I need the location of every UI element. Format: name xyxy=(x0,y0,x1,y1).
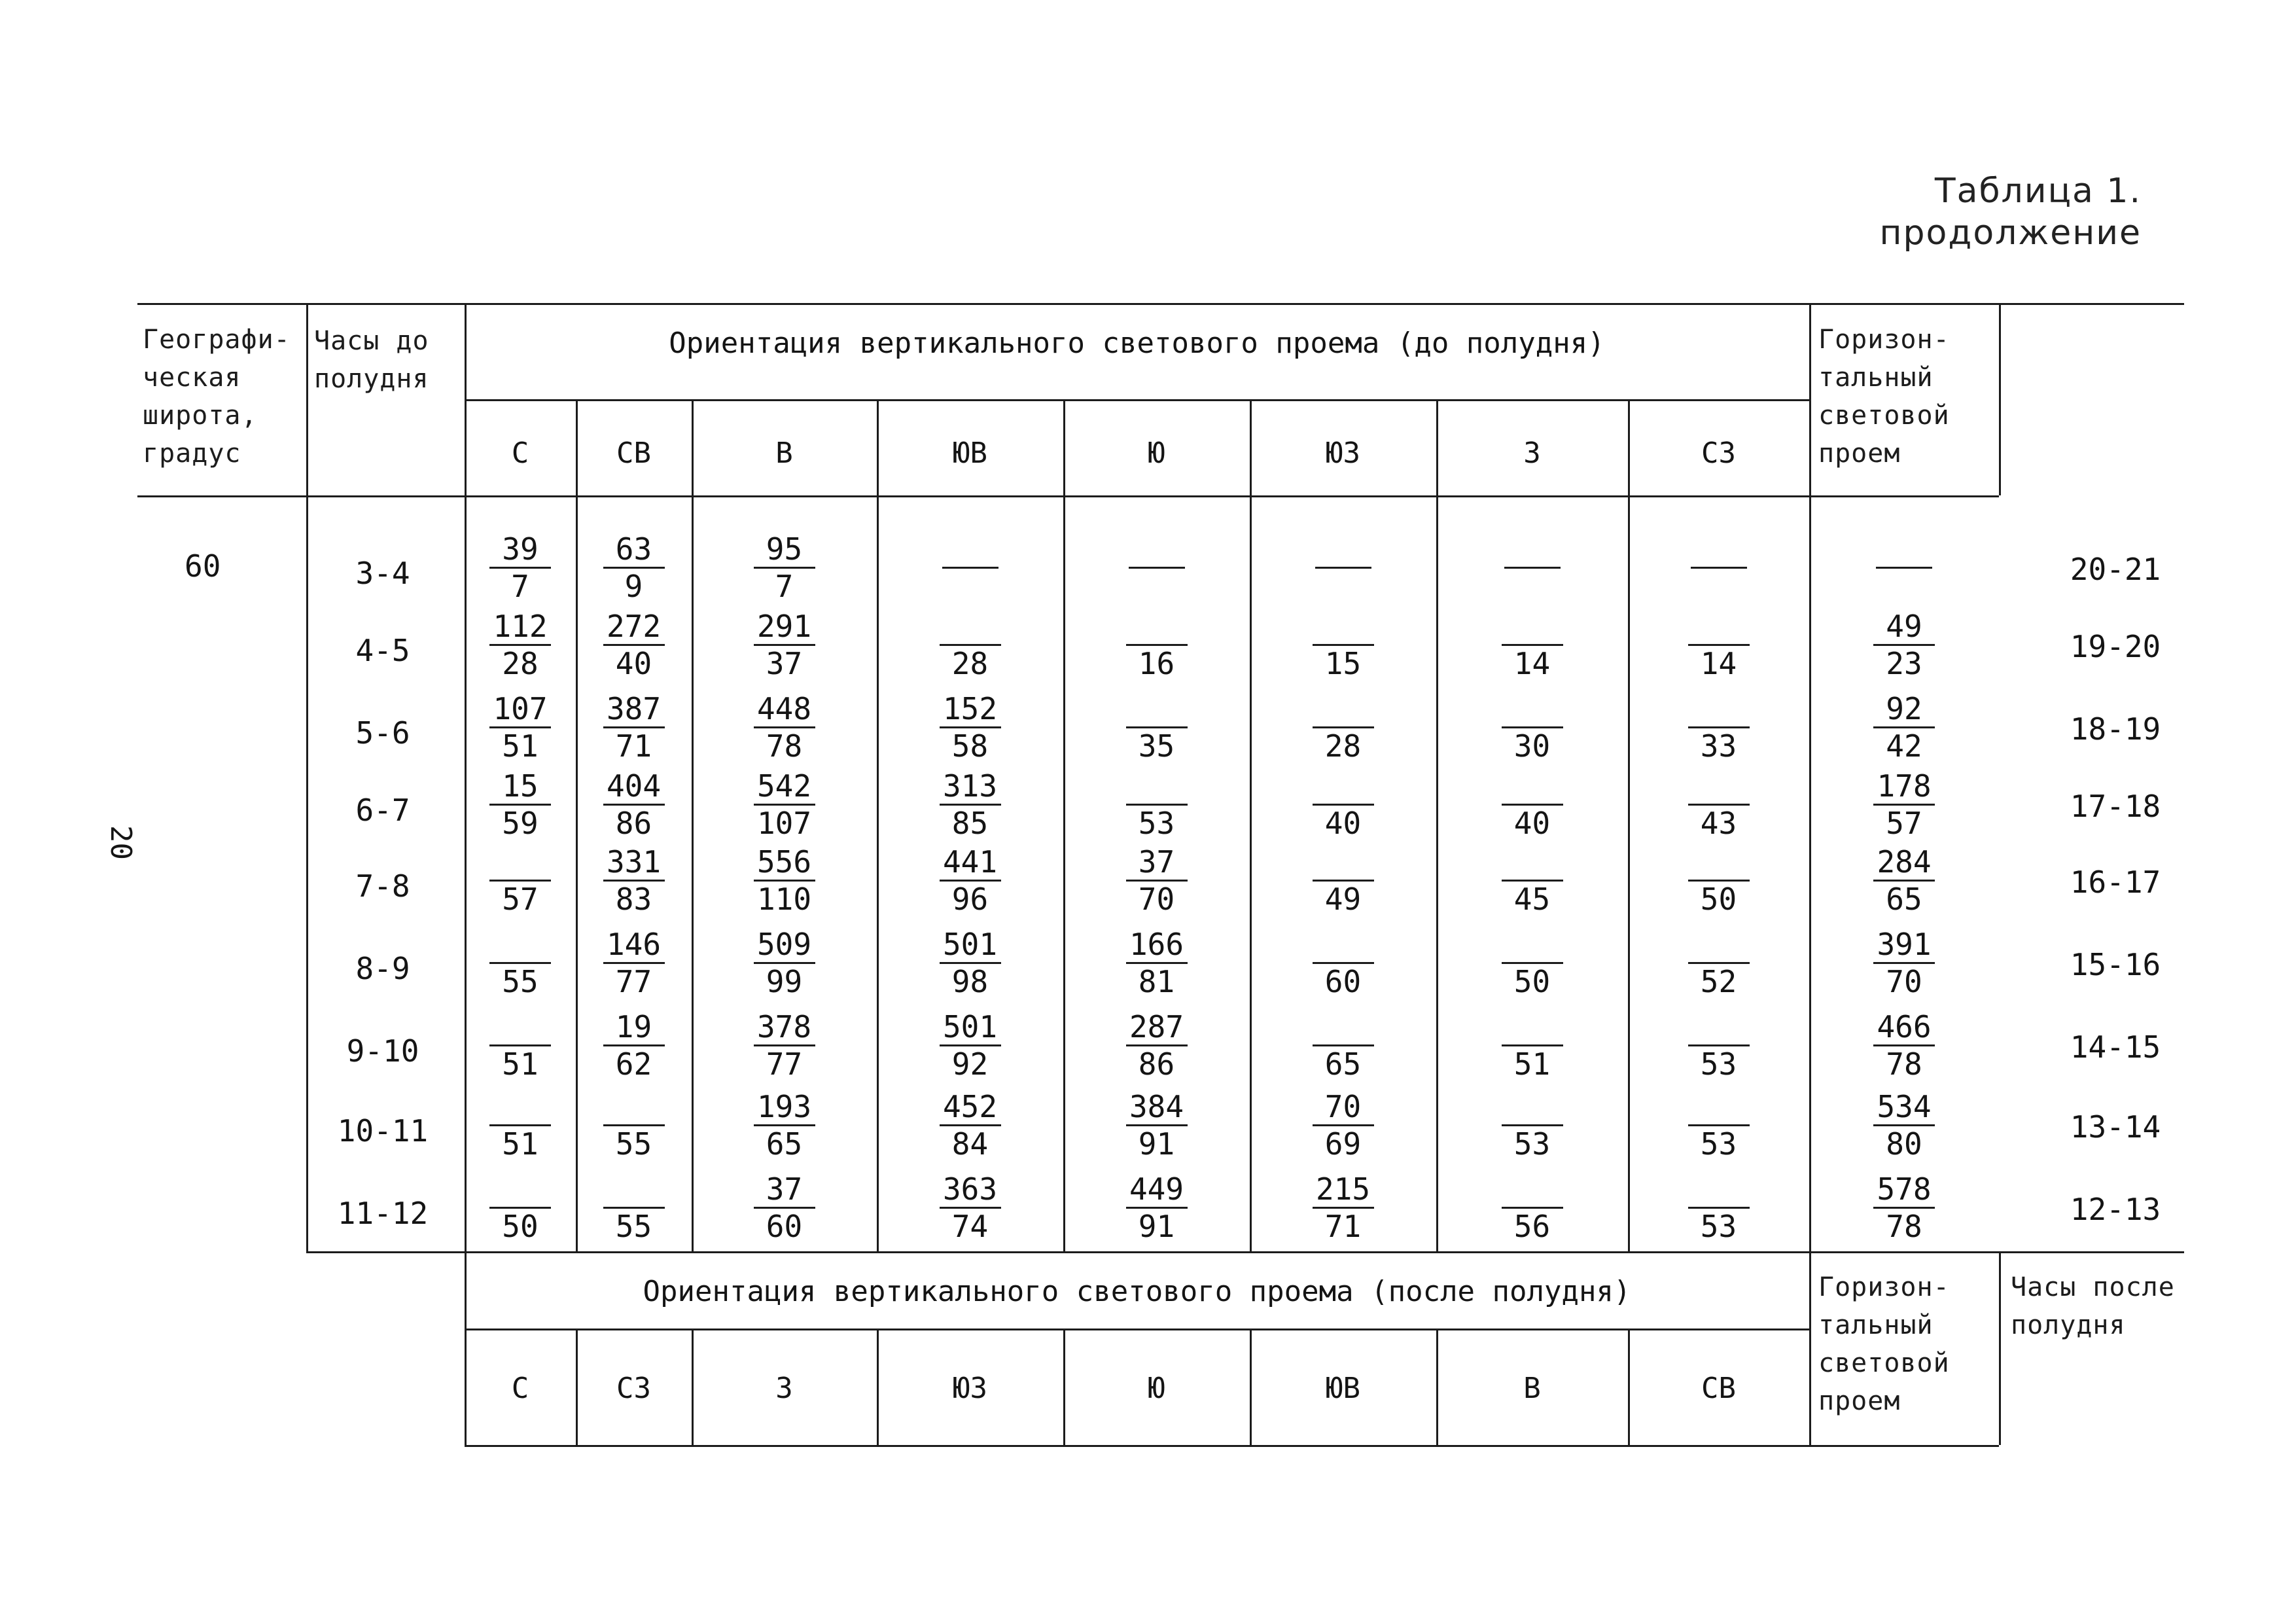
hours-after-cell: 12-13 xyxy=(2070,1192,2161,1227)
fraction-cell xyxy=(1307,691,1379,764)
fraction-numerator: 70 xyxy=(1324,1089,1362,1124)
fraction-numerator xyxy=(1683,691,1755,726)
direction-before-3: В xyxy=(775,437,793,470)
fraction-numerator: 449 xyxy=(1129,1171,1184,1207)
fraction-denominator: 28 xyxy=(502,646,539,681)
fraction-cell xyxy=(749,609,821,681)
fraction-numerator xyxy=(484,1171,556,1207)
fraction-cell xyxy=(484,1009,556,1082)
direction-after-8: СВ xyxy=(1701,1372,1736,1405)
fraction-cell xyxy=(1683,927,1755,999)
fraction-numerator xyxy=(1683,1171,1755,1207)
fraction-cell xyxy=(484,1089,556,1162)
direction-after-5: Ю xyxy=(1148,1372,1165,1405)
fraction-numerator: 19 xyxy=(615,1009,652,1044)
fraction-numerator: 95 xyxy=(766,531,803,567)
fraction-numerator xyxy=(1496,1089,1568,1124)
direction-before-1: С xyxy=(511,437,529,470)
fraction-numerator xyxy=(1307,927,1379,962)
fraction-denominator: 51 xyxy=(502,1046,539,1082)
fraction-cell xyxy=(1868,768,1940,841)
fraction-cell xyxy=(1496,1089,1568,1162)
fraction-cell xyxy=(1683,609,1755,681)
empty-dash xyxy=(1691,567,1747,569)
hours-after-cell: 17-18 xyxy=(2070,789,2161,824)
fraction-denominator: 65 xyxy=(766,1126,803,1162)
fraction-denominator: 51 xyxy=(1513,1046,1551,1082)
direction-after-4: ЮЗ xyxy=(953,1372,987,1405)
fraction-numerator xyxy=(1121,768,1193,804)
fraction-cell xyxy=(1496,768,1568,841)
fraction-numerator xyxy=(1121,609,1193,644)
fraction-numerator xyxy=(1496,691,1568,726)
fraction-numerator: 272 xyxy=(606,609,662,644)
fraction-denominator: 107 xyxy=(756,806,812,841)
hours-before-cell: 10-11 xyxy=(337,1113,429,1149)
fraction-numerator xyxy=(598,1089,670,1124)
fraction-cell xyxy=(934,927,1006,999)
fraction-numerator: 39 xyxy=(502,531,539,567)
table-caption-continued: продолжение xyxy=(1879,213,2142,253)
hours-before-cell: 3-4 xyxy=(355,556,410,591)
fraction-denominator: 81 xyxy=(1138,964,1175,999)
fraction-cell xyxy=(1307,844,1379,917)
fraction-denominator: 14 xyxy=(1513,646,1551,681)
fraction-denominator: 78 xyxy=(1886,1209,1922,1244)
fraction-cell xyxy=(1868,1009,1940,1082)
fraction-numerator: 166 xyxy=(1129,927,1184,962)
fraction-numerator xyxy=(1496,927,1568,962)
fraction-numerator xyxy=(934,609,1006,644)
fraction-numerator xyxy=(1496,844,1568,880)
fraction-cell xyxy=(749,768,821,841)
fraction-denominator: 16 xyxy=(1138,646,1175,681)
fraction-denominator: 58 xyxy=(951,728,989,764)
column-rule xyxy=(1628,399,1630,1251)
fraction-cell xyxy=(749,691,821,764)
fraction-cell xyxy=(1121,768,1193,841)
fraction-denominator: 56 xyxy=(1513,1209,1551,1244)
fraction-denominator: 42 xyxy=(1886,728,1922,764)
fraction-cell xyxy=(934,1009,1006,1082)
fraction-denominator: 71 xyxy=(1324,1209,1362,1244)
fraction-cell xyxy=(749,1009,821,1082)
horizontal-opening-header: Горизон- тальный световой проем xyxy=(1818,325,1950,469)
fraction-denominator: 53 xyxy=(1700,1209,1737,1244)
hours-after-cell: 18-19 xyxy=(2070,711,2161,747)
fraction-denominator: 96 xyxy=(951,882,989,917)
fraction-denominator: 52 xyxy=(1700,964,1737,999)
fraction-numerator xyxy=(1307,1009,1379,1044)
empty-dash xyxy=(942,567,998,569)
fraction-numerator xyxy=(1683,1089,1755,1124)
fraction-cell xyxy=(1307,1009,1379,1082)
fraction-cell xyxy=(749,1171,821,1244)
fraction-denominator: 40 xyxy=(1513,806,1551,841)
hours-after-header: Часы после полудня xyxy=(2011,1272,2175,1340)
fraction-numerator: 466 xyxy=(1877,1009,1932,1044)
fraction-cell xyxy=(598,1009,670,1082)
fraction-denominator: 9 xyxy=(624,569,643,604)
direction-before-6: ЮЗ xyxy=(1326,437,1360,470)
fraction-cell xyxy=(1307,1171,1379,1244)
fraction-cell xyxy=(934,609,1006,681)
fraction-cell xyxy=(598,609,670,681)
fraction-denominator: 40 xyxy=(1324,806,1362,841)
fraction-cell xyxy=(1868,691,1940,764)
fraction-cell xyxy=(1868,1089,1940,1162)
fraction-denominator: 57 xyxy=(1886,806,1922,841)
fraction-denominator: 77 xyxy=(615,964,652,999)
fraction-numerator: 391 xyxy=(1877,927,1932,962)
fraction-cell xyxy=(934,844,1006,917)
fraction-denominator: 62 xyxy=(615,1046,652,1082)
hours-before-cell: 9-10 xyxy=(346,1033,419,1069)
fraction-numerator: 193 xyxy=(756,1089,812,1124)
fraction-cell xyxy=(484,609,556,681)
fraction-cell xyxy=(1496,1171,1568,1244)
fraction-numerator: 441 xyxy=(942,844,998,880)
fraction-denominator: 71 xyxy=(615,728,652,764)
fraction-denominator: 49 xyxy=(1324,882,1362,917)
fraction-denominator: 86 xyxy=(1138,1046,1175,1082)
fraction-numerator: 178 xyxy=(1877,768,1932,804)
fraction-denominator: 50 xyxy=(1513,964,1551,999)
fraction-denominator: 43 xyxy=(1700,806,1737,841)
fraction-cell xyxy=(598,844,670,917)
fraction-cell xyxy=(1307,768,1379,841)
fraction-cell xyxy=(598,1171,670,1244)
fraction-denominator: 55 xyxy=(615,1126,652,1162)
hours-after-cell: 19-20 xyxy=(2070,629,2161,664)
fraction-numerator: 387 xyxy=(606,691,662,726)
fraction-cell xyxy=(1307,1089,1379,1162)
fraction-denominator: 33 xyxy=(1700,728,1737,764)
fraction-numerator: 363 xyxy=(942,1171,998,1207)
fraction-cell xyxy=(484,1171,556,1244)
fraction-denominator: 84 xyxy=(951,1126,989,1162)
fraction-denominator: 78 xyxy=(766,728,803,764)
fraction-denominator: 59 xyxy=(502,806,539,841)
body-bottom-rule xyxy=(306,1251,2184,1253)
fraction-cell xyxy=(1683,1171,1755,1244)
fraction-cell xyxy=(484,531,556,604)
fraction-cell xyxy=(934,768,1006,841)
empty-dash xyxy=(1876,567,1932,569)
hours-before-cell: 7-8 xyxy=(355,868,410,904)
fraction-cell xyxy=(749,1089,821,1162)
fraction-cell xyxy=(1121,844,1193,917)
fraction-cell xyxy=(1683,1089,1755,1162)
hours-before-cell: 11-12 xyxy=(337,1196,429,1231)
fraction-cell xyxy=(934,1171,1006,1244)
fraction-denominator: 57 xyxy=(502,882,539,917)
fraction-cell xyxy=(1121,691,1193,764)
column-rule xyxy=(576,399,578,1251)
fraction-cell xyxy=(1121,1009,1193,1082)
fraction-cell xyxy=(934,1089,1006,1162)
footer-sub-rule xyxy=(465,1329,1809,1330)
direction-before-7: З xyxy=(1523,437,1541,470)
fraction-numerator: 152 xyxy=(942,691,998,726)
fraction-denominator: 50 xyxy=(502,1209,539,1244)
vertical-after-title: Ориентация вертикального светового проема (после полудня) xyxy=(643,1275,1631,1308)
fraction-numerator: 313 xyxy=(942,768,998,804)
hours-after-cell: 14-15 xyxy=(2070,1029,2161,1065)
fraction-numerator xyxy=(1121,691,1193,726)
fraction-numerator: 215 xyxy=(1315,1171,1371,1207)
latitude-header: Географи- ческая широта, градус xyxy=(143,325,291,469)
fraction-numerator: 37 xyxy=(766,1171,803,1207)
fraction-denominator: 69 xyxy=(1324,1126,1362,1162)
fraction-numerator xyxy=(1496,1171,1568,1207)
column-rule xyxy=(692,399,694,1251)
fraction-numerator: 578 xyxy=(1877,1171,1932,1207)
fraction-numerator: 15 xyxy=(502,768,539,804)
column-rule xyxy=(306,303,308,1251)
fraction-cell xyxy=(1496,691,1568,764)
fraction-numerator xyxy=(1496,609,1568,644)
direction-before-5: Ю xyxy=(1148,437,1165,470)
column-rule xyxy=(1809,303,1811,1445)
table-top-rule xyxy=(137,303,2184,305)
fraction-numerator xyxy=(484,844,556,880)
fraction-numerator: 509 xyxy=(756,927,812,962)
fraction-denominator: 14 xyxy=(1700,646,1737,681)
hours-before-header: Часы до полудня xyxy=(314,326,429,394)
fraction-denominator: 55 xyxy=(615,1209,652,1244)
horizontal-opening-footer: Горизон- тальный световой проем xyxy=(1818,1272,1950,1416)
fraction-denominator: 65 xyxy=(1886,882,1922,917)
fraction-numerator: 287 xyxy=(1129,1009,1184,1044)
hours-after-cell: 15-16 xyxy=(2070,947,2161,982)
fraction-denominator: 80 xyxy=(1886,1126,1922,1162)
hours-before-cell: 6-7 xyxy=(355,793,410,828)
direction-before-8: СЗ xyxy=(1701,437,1736,470)
fraction-cell xyxy=(484,691,556,764)
fraction-cell xyxy=(1307,609,1379,681)
fraction-cell xyxy=(749,844,821,917)
empty-dash xyxy=(1504,567,1561,569)
fraction-denominator: 53 xyxy=(1513,1126,1551,1162)
hours-after-cell: 20-21 xyxy=(2070,552,2161,587)
fraction-numerator: 556 xyxy=(756,844,812,880)
fraction-numerator: 107 xyxy=(493,691,548,726)
fraction-cell xyxy=(484,927,556,999)
fraction-numerator xyxy=(1683,768,1755,804)
fraction-denominator: 77 xyxy=(766,1046,803,1082)
fraction-numerator: 452 xyxy=(942,1089,998,1124)
fraction-numerator xyxy=(1307,609,1379,644)
hours-before-cell: 5-6 xyxy=(355,715,410,751)
fraction-cell xyxy=(598,768,670,841)
fraction-cell xyxy=(749,927,821,999)
fraction-denominator: 110 xyxy=(756,882,812,917)
fraction-denominator: 60 xyxy=(1324,964,1362,999)
fraction-cell xyxy=(1868,844,1940,917)
fraction-numerator xyxy=(1683,609,1755,644)
fraction-denominator: 28 xyxy=(951,646,989,681)
fraction-numerator: 146 xyxy=(606,927,662,962)
fraction-denominator: 23 xyxy=(1886,646,1922,681)
fraction-denominator: 7 xyxy=(775,569,794,604)
fraction-denominator: 85 xyxy=(951,806,989,841)
fraction-numerator: 92 xyxy=(1886,691,1922,726)
fraction-numerator: 404 xyxy=(606,768,662,804)
fraction-denominator: 53 xyxy=(1138,806,1175,841)
fraction-denominator: 50 xyxy=(1700,882,1737,917)
fraction-cell xyxy=(1683,844,1755,917)
fraction-cell xyxy=(1868,609,1940,681)
fraction-numerator: 49 xyxy=(1886,609,1922,644)
fraction-cell xyxy=(1496,1009,1568,1082)
hours-before-cell: 4-5 xyxy=(355,633,410,668)
fraction-denominator: 28 xyxy=(1324,728,1362,764)
page-number: 20 xyxy=(103,825,137,860)
fraction-numerator xyxy=(1683,927,1755,962)
fraction-cell xyxy=(1121,927,1193,999)
fraction-numerator xyxy=(1307,691,1379,726)
fraction-denominator: 53 xyxy=(1700,1046,1737,1082)
fraction-cell xyxy=(1307,927,1379,999)
fraction-denominator: 51 xyxy=(502,1126,539,1162)
fraction-numerator xyxy=(1496,768,1568,804)
fraction-cell xyxy=(484,768,556,841)
header-bottom-rule xyxy=(137,495,1999,497)
latitude-value: 60 xyxy=(185,548,221,584)
fraction-numerator: 448 xyxy=(756,691,812,726)
direction-after-2: СЗ xyxy=(616,1372,651,1405)
fraction-numerator xyxy=(1683,1009,1755,1044)
fraction-numerator: 284 xyxy=(1877,844,1932,880)
fraction-denominator: 86 xyxy=(615,806,652,841)
table-caption: Таблица 1. xyxy=(1934,171,2142,211)
fraction-cell xyxy=(598,691,670,764)
fraction-cell xyxy=(598,531,670,604)
fraction-numerator: 501 xyxy=(942,927,998,962)
fraction-cell xyxy=(1496,927,1568,999)
fraction-numerator: 542 xyxy=(756,768,812,804)
fraction-denominator: 37 xyxy=(766,646,803,681)
fraction-cell xyxy=(484,844,556,917)
fraction-denominator: 35 xyxy=(1138,728,1175,764)
fraction-denominator: 92 xyxy=(951,1046,989,1082)
fraction-cell xyxy=(1868,1171,1940,1244)
fraction-denominator: 40 xyxy=(615,646,652,681)
fraction-denominator: 91 xyxy=(1138,1126,1175,1162)
fraction-numerator xyxy=(598,1171,670,1207)
direction-after-7: В xyxy=(1523,1372,1541,1405)
fraction-cell xyxy=(1683,691,1755,764)
hours-after-cell: 13-14 xyxy=(2070,1109,2161,1145)
footer-bottom-rule xyxy=(465,1445,1999,1447)
header-sub-rule xyxy=(465,399,1809,401)
fraction-cell xyxy=(1683,768,1755,841)
fraction-denominator: 45 xyxy=(1513,882,1551,917)
hours-after-cell: 16-17 xyxy=(2070,865,2161,900)
fraction-denominator: 98 xyxy=(951,964,989,999)
direction-before-2: СВ xyxy=(616,437,651,470)
fraction-cell xyxy=(934,691,1006,764)
direction-after-6: ЮВ xyxy=(1326,1372,1360,1405)
fraction-denominator: 99 xyxy=(766,964,803,999)
fraction-numerator: 501 xyxy=(942,1009,998,1044)
fraction-numerator xyxy=(1683,844,1755,880)
fraction-numerator xyxy=(484,1009,556,1044)
direction-after-1: С xyxy=(511,1372,529,1405)
fraction-denominator: 83 xyxy=(615,882,652,917)
vertical-before-title: Ориентация вертикального светового проема (до полудня) xyxy=(669,327,1605,360)
fraction-numerator xyxy=(1496,1009,1568,1044)
fraction-numerator: 384 xyxy=(1129,1089,1184,1124)
fraction-cell xyxy=(598,927,670,999)
fraction-denominator: 78 xyxy=(1886,1046,1922,1082)
fraction-denominator: 53 xyxy=(1700,1126,1737,1162)
fraction-numerator xyxy=(1307,768,1379,804)
fraction-numerator xyxy=(484,1089,556,1124)
fraction-numerator: 63 xyxy=(615,531,652,567)
fraction-cell xyxy=(1683,1009,1755,1082)
fraction-cell xyxy=(1496,609,1568,681)
fraction-denominator: 74 xyxy=(951,1209,989,1244)
column-rule xyxy=(1436,399,1438,1251)
fraction-denominator: 7 xyxy=(511,569,529,604)
fraction-denominator: 65 xyxy=(1324,1046,1362,1082)
fraction-numerator: 331 xyxy=(606,844,662,880)
fraction-denominator: 30 xyxy=(1513,728,1551,764)
fraction-cell xyxy=(1121,1171,1193,1244)
column-rule xyxy=(1250,399,1252,1251)
fraction-numerator xyxy=(484,927,556,962)
fraction-denominator: 70 xyxy=(1138,882,1175,917)
fraction-denominator: 60 xyxy=(766,1209,803,1244)
fraction-denominator: 55 xyxy=(502,964,539,999)
fraction-denominator: 15 xyxy=(1324,646,1362,681)
column-rule xyxy=(877,399,879,1251)
empty-dash xyxy=(1129,567,1185,569)
empty-dash xyxy=(1315,567,1371,569)
fraction-numerator: 112 xyxy=(493,609,548,644)
fraction-numerator: 534 xyxy=(1877,1089,1932,1124)
column-rule xyxy=(1063,399,1065,1251)
fraction-denominator: 70 xyxy=(1886,964,1922,999)
direction-before-4: ЮВ xyxy=(953,437,987,470)
fraction-numerator xyxy=(1307,844,1379,880)
fraction-numerator: 37 xyxy=(1138,844,1175,880)
hours-before-cell: 8-9 xyxy=(355,951,410,986)
fraction-cell xyxy=(1121,1089,1193,1162)
fraction-numerator: 378 xyxy=(756,1009,812,1044)
fraction-denominator: 51 xyxy=(502,728,539,764)
fraction-cell xyxy=(1496,844,1568,917)
fraction-cell xyxy=(598,1089,670,1162)
fraction-numerator: 291 xyxy=(756,609,812,644)
fraction-cell xyxy=(1868,927,1940,999)
fraction-cell xyxy=(1121,609,1193,681)
fraction-cell xyxy=(749,531,821,604)
fraction-denominator: 91 xyxy=(1138,1209,1175,1244)
direction-after-3: З xyxy=(775,1372,793,1405)
